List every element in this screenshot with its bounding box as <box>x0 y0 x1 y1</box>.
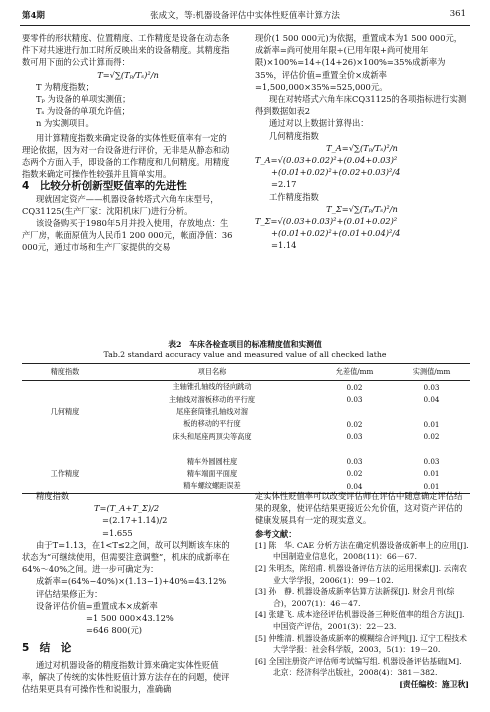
item-cell: 精车端面平面度 <box>186 468 238 478</box>
item-cell: 主轴线对溜板移动的平行度 <box>168 394 256 404</box>
equation: T=(T_A+T_Σ)/2 <box>94 503 160 514</box>
paragraph: 设备评估价值=重置成本×成新率 <box>36 600 158 611</box>
table-body <box>22 381 470 494</box>
table-row <box>22 468 470 480</box>
editor-note: [责任编校：施卫秋] <box>399 679 469 689</box>
paragraph: 通过对机器设备的精度指数计算来确定实体性贬值率，解决了传统的实体性贬值计算方法存在的问题，使评估结果更具有可操作性和说服力，准确确 <box>22 659 230 695</box>
allowance-cell: 0.02 <box>346 382 363 392</box>
group-cell <box>22 443 108 455</box>
measured-cell: 0.03 <box>423 382 440 392</box>
column-header: 允差值/mm <box>316 364 393 381</box>
item-cell: 床头和尾座两顶尖等高度 <box>172 431 252 441</box>
measured-cell: 0.02 <box>423 432 440 442</box>
definition: Tₛ 为设备的单项允许值； <box>36 106 130 117</box>
data-table <box>22 363 470 494</box>
group-cell: 几何精度 <box>50 406 80 416</box>
allowance-cell <box>316 443 393 455</box>
table-row <box>22 393 470 405</box>
equation: T=√∑(Tₚ/Tₛ)²/n <box>97 69 159 80</box>
table-header-row <box>22 364 470 381</box>
reference-item: [6] 全国注册资产评估师考试编写组. 机器设备评估基础[M]. 北京：经济科学出版社，2008(4)：381－382. <box>255 656 462 678</box>
paragraph: 现在对转塔式六角车床CQ31125的各项指标进行实测得到数据如表2 <box>255 94 467 117</box>
paragraph: 通过对以上数据计算得出： <box>269 118 369 129</box>
subheading: 工作精度指数 <box>269 191 319 202</box>
item-cell: 精车螺纹螺距误差 <box>108 480 316 493</box>
group-cell <box>22 381 108 394</box>
equation: T_A=√(0.03+0.02)²+(0.04+0.03)² <box>255 155 398 166</box>
right-column-lower <box>255 490 469 691</box>
allowance-cell: 0.03 <box>346 457 363 467</box>
paragraph: 定实体性贬值率可以改变评估师在评估中随意确定评估结果的现象，使评估结果更接近公允价值，这对资产评估的健康发展具有一定的现实意义。 <box>255 491 463 526</box>
group-cell <box>22 393 108 405</box>
reference-item: [4] 张建飞. 成本途径评估机器设备三种贬值率的组合方法[J]. 中国资产评估，2001(3)：22－23. <box>255 610 465 631</box>
definition: Tₚ 为设备的单项实测值； <box>36 94 131 105</box>
measured-cell <box>393 443 470 455</box>
subheading: 几何精度指数 <box>269 130 319 141</box>
references-title: 参考文献： <box>255 528 297 539</box>
measured-cell: 0.01 <box>393 480 470 493</box>
paragraph: 要零件的形状精度、位置精度、工作精度是设备在动态条件下对共速进行加工时所反映出来的设备精度。其精度指数可用下面的公式计算而得： <box>22 33 230 68</box>
column-header: 项目名称 <box>108 364 316 381</box>
equation: +(0.01+0.02)²+(0.01+0.04)²/4 <box>271 228 401 239</box>
group-cell <box>22 455 108 467</box>
column-header: 实测值/mm <box>393 364 470 381</box>
allowance-cell: 0.03 <box>346 432 363 442</box>
definition: T 为精度指数； <box>36 81 94 92</box>
table-row <box>22 431 470 443</box>
equation: T_Σ=√(0.03+0.03)²+(0.01+0.02)² <box>255 216 398 227</box>
header-rule <box>20 25 470 26</box>
paragraph: 评估结果修正为： <box>36 588 103 599</box>
running-title: 张成文，等:机器设备评估中实体性贬值率计算方法 <box>150 11 340 21</box>
group-cell <box>22 431 108 443</box>
paragraph: 由于T=1.13，在1<T≤2之间，故可以判断该车床的状态为“可继续使用，但需要注意调整”，机床的成新率在64%～40%之间。进一步可确定为： <box>22 539 230 575</box>
equation: T_Σ=√∑(Tₚ/Tₛ)²/n <box>326 203 398 214</box>
section-heading-5: 5 结 论 <box>22 642 72 655</box>
reference-item: [2] 朱明杰，陈绍甫. 机器设备评估方法的运用探索[J]. 云南农业大学学报，2006(1)：99－102. <box>255 564 467 585</box>
definition: n 为实测项目。 <box>36 118 94 129</box>
equation: =1.655 <box>102 527 133 538</box>
right-column-upper <box>255 32 469 252</box>
allowance-cell: 0.03 <box>346 395 363 405</box>
reference-item: [1] 陈 华. CAE 分析方法在确定机器设备成新率上的应用[J]. 中国制造业信息化，2008(11)：66－67. <box>255 540 469 562</box>
equation: =2.17 <box>271 179 297 190</box>
reference-item: [5] 仲维清. 机器设备成新率的模糊综合评判[J]. 辽宁工程技术大学学报：社会科学版，2003，5(1)：19－20. <box>255 633 467 655</box>
equation: =(2.17+1.14)/2 <box>102 515 168 526</box>
page-header <box>0 7 490 23</box>
left-column-upper <box>22 32 234 254</box>
allowance-cell <box>316 406 393 418</box>
subheading: 精度指数 <box>36 491 70 501</box>
table-caption: 表2 车床各检查项目的标准精度值和实测值 <box>168 340 322 349</box>
item-cell: 板的移动的平行度 <box>183 419 241 429</box>
group-cell <box>22 418 108 430</box>
item-cell: 尾座套筒锥孔轴线对溜 <box>176 406 248 416</box>
column-header: 精度指数 <box>22 364 108 381</box>
equation: =1 500 000×43.12% <box>86 613 174 624</box>
table-row <box>22 406 470 418</box>
allowance-cell: 0.02 <box>346 469 363 479</box>
equation: +(0.01+0.02)²+(0.02+0.03)²/4 <box>271 167 401 178</box>
allowance-cell: 0.04 <box>316 480 393 493</box>
table-row <box>22 381 470 394</box>
item-cell: 主轴锥孔轴线的径向跳动 <box>172 382 252 392</box>
paragraph: 现就固定资产——机器设备转塔式六角车床型号，CQ31125(生产厂家：沈阳机床厂)进行分析。 <box>22 193 219 216</box>
issue-number: 第4期 <box>22 11 45 21</box>
group-cell: 工作精度 <box>50 468 80 478</box>
measured-cell <box>393 406 470 418</box>
paragraph: 现价(1 500 000元)为依据，重置成本为1 500 000元，成新率=尚可使用年限÷(已用年限+尚可使用年限)×100%=14÷(14+26)×100%=35%成新率为35%，评估价值=重置全价×成新率=1,500,000×35%=525,000元。 <box>255 33 463 92</box>
measured-cell: 0.04 <box>423 395 440 405</box>
paragraph: 用计算精度指数来确定设备的实体性贬值率有一定的理论依据，因为对一台设备进行评价，无非是从静态和动态两个方面入手，即设备的工作精度和几何精度。用精度指数来确定可操作性较强并且简单实用。 <box>22 132 230 180</box>
measured-cell: 0.01 <box>423 419 440 429</box>
allowance-cell: 0.02 <box>346 419 363 429</box>
table-row <box>22 443 470 455</box>
item-cell <box>108 443 316 455</box>
paragraph: 成新率=(64%−40%)×(1.13−1)+40%=43.12% <box>36 576 227 587</box>
equation: T_A=√∑(Tₚ/Tₛ)²/n <box>326 142 398 153</box>
measured-cell: 0.03 <box>423 457 440 467</box>
equation: =646 800(元) <box>86 625 143 636</box>
table-row <box>22 418 470 430</box>
table-row <box>22 455 470 467</box>
table-caption-en: Tab.2 standard accuracy value and measured value of all checked lathe <box>103 350 387 359</box>
left-column-lower <box>22 490 234 695</box>
page-number: 361 <box>449 9 466 19</box>
paragraph: 该设备购买于1980年5月并投入使用，存放地点：生产厂房，帐面原值为人民币1 200 000元，帐面净值：36 000元，通过市场和生产厂家提供的交易 <box>22 218 233 253</box>
equation: =1.14 <box>271 240 297 251</box>
measured-cell: 0.01 <box>423 469 440 479</box>
reference-item: [3] 孙 静. 机器设备成新率估算方法新探[J]. 财会月刊(综合)，2007(1)：46－47. <box>255 587 455 608</box>
section-heading-4: 4 比较分析创新型贬值率的先进性 <box>22 180 187 193</box>
item-cell: 精车外圆圆柱度 <box>186 456 238 466</box>
